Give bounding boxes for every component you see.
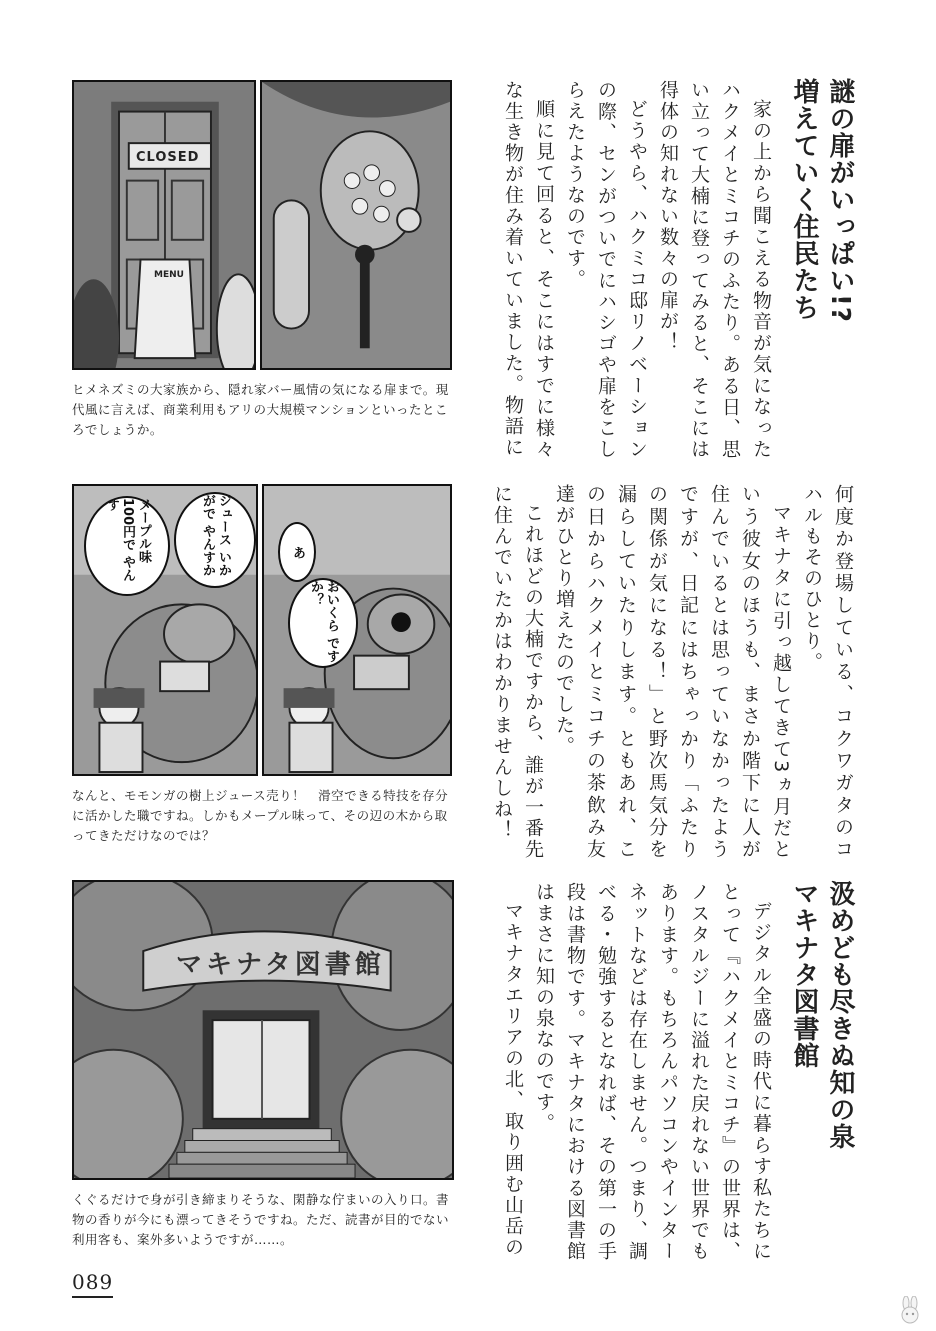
- section2-paragraph: これほどの大楠ですから、誰が一番先に住んでいたかはわかりませんしね！: [491, 484, 544, 860]
- section2-body: [472, 484, 858, 860]
- section1-heading-line2: 増えていく住民たち: [789, 78, 819, 321]
- section2-paragraph: 何度か登場している、コクワガタのコハルもそのひとり。: [801, 484, 854, 860]
- rabbit-logo-icon: [896, 1296, 924, 1324]
- section3-heading: [786, 880, 858, 1260]
- panel-mouse-doors: [260, 80, 452, 370]
- caption-3: くぐるだけで身が引き締まりそうな、閑静な佇まいの入り口。書物の香りが今にも漂ってきそうですね。ただ、読書が目的でない利用客も、案外多いようですが……。: [72, 1192, 450, 1247]
- section3-heading-line2: マキナタ図書館: [789, 880, 819, 1069]
- section1-body: [470, 80, 776, 460]
- caption-1: ヒメネズミの大家族から、隠れ家バー風情の気になる扉まで。現代風に言えば、商業利用もアリの大規模マンションといったところでしょうか。: [72, 382, 449, 437]
- section3-heading-line1: 汲めども尽きぬ知の泉: [825, 880, 855, 1150]
- section1-paragraph: どうやら、ハクミコ邸リノベーションの際、センがついでにハシゴや扉をこしらえたようなのです。: [564, 80, 648, 460]
- panel-juice-seller-1: [72, 484, 258, 776]
- panel-closed-door: [72, 80, 256, 370]
- section3-paragraph: マキナタエリアの北、取り囲む山岳の: [502, 901, 524, 1258]
- section3-paragraph: デジタル全盛の時代に暮らす私たちにとって『ハクメイとミコチ』の世界は、ノスタルジーに溢れた戻れない世界でもあります。もちろんパソコンやインターネットなどは存在しません。つまり、調べる・勉強するとなれば、その第一の手段は書物です。マキナタにおける図書館はまさに知の泉なのです。: [533, 882, 772, 1262]
- section1-paragraph: 家の上から聞こえる物音が気になったハクメイとミコチのふたり。ある日、思い立って大楠に登ってみると、そこには得体の知れない数々の扉が！: [657, 80, 772, 460]
- speech-bubble-offer: ジュース いかがで やんすか: [174, 492, 256, 588]
- speech-bubble-howmuch: おいくら ですか？: [288, 578, 358, 668]
- caption-2: なんと、モモンガの樹上ジュース売り！ 滑空できる特技を存分に活かした職ですね。しかもメープル味って、その辺の木から取ってきただけなのでは？: [72, 788, 449, 843]
- panel-juice-seller-2: [262, 484, 452, 776]
- section1-paragraph: 順に見て回ると、そこにはすでに様々な生き物が住み着いていました。物語に: [502, 80, 555, 460]
- speech-bubble-ah: あ: [278, 522, 316, 582]
- panel-library-entrance: [72, 880, 454, 1180]
- section2-paragraph: マキナタに引っ越してきて3ヵ月だという彼女のほうも、まさか階下に人が住んでいるとは思っていなかったようですが、日記にはちゃっかり「ふたりの関係が気になる！」と野次馬気分を漏らしていたりします。ともあれ、この日からハクメイとミコチの茶飲み友達がひとり増えたのでした。: [553, 484, 792, 860]
- library-sign: マキナタ図書館: [176, 950, 385, 980]
- section3-body: [470, 882, 776, 1262]
- door-sign: CLOSED: [136, 150, 200, 165]
- speech-bubble-price: メープル味 100円で やんす: [84, 496, 170, 596]
- section1-heading: [786, 78, 858, 458]
- menu-board: MENU: [154, 270, 184, 280]
- page-number: 089: [72, 1270, 113, 1298]
- section1-heading-line1: 謎の扉がいっぱい!?: [825, 78, 855, 323]
